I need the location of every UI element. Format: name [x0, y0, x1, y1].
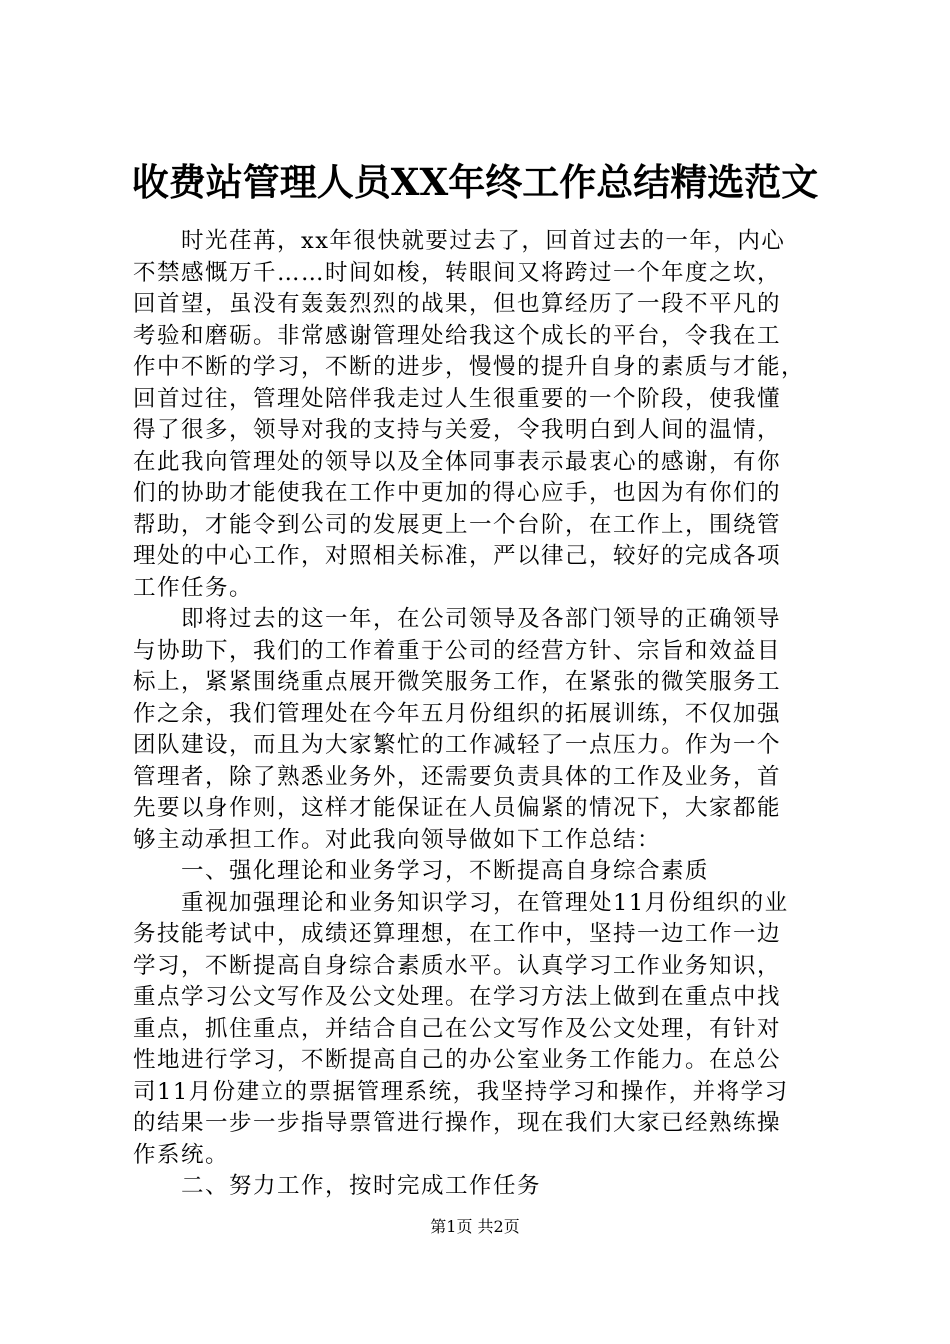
- paragraph-line: 的结果一步一步指导票管进行操作，现在我们大家已经熟练操: [133, 1110, 782, 1136]
- paragraph-line: 管理者，除了熟悉业务外，还需要负责具体的工作及业务，首: [133, 763, 782, 790]
- paragraph-line: 标上，紧紧围绕重点展开微笑服务工作，在紧张的微笑服务工: [133, 669, 782, 695]
- paragraph-line: 不禁感慨万千……时间如梭，转眼间又将跨过一个年度之坎，: [133, 259, 782, 286]
- paragraph-line: 时光荏苒，xx年很快就要过去了，回首过去的一年，内心: [181, 228, 786, 254]
- paragraph-line: 重点学习公文写作及公文处理。在学习方法上做到在重点中找: [133, 984, 782, 1010]
- paragraph-line: 理处的中心工作，对照相关标准，严以律己，较好的完成各项: [133, 543, 782, 569]
- paragraph-line: 们的协助才能使我在工作中更加的得心应手，也因为有你们的: [133, 480, 782, 506]
- paragraph-line: 回首望，虽没有轰轰烈烈的战果，但也算经历了一段不平凡的: [133, 291, 782, 317]
- paragraph-line: 作系统。: [133, 1141, 230, 1168]
- paragraph-line: 考验和磨砺。非常感谢管理处给我这个成长的平台，令我在工: [133, 322, 782, 349]
- paragraph-line: 学习，不断提高自身综合素质水平。认真学习工作业务知识，: [133, 952, 782, 979]
- paragraph-line: 重视加强理论和业务知识学习，在管理处11月份组织的业: [181, 889, 789, 916]
- paragraph-line: 先要以身作则，这样才能保证在人员偏紧的情况下，大家都能: [133, 795, 782, 821]
- paragraph-line: 得了很多，领导对我的支持与关爱，令我明白到人间的温情，: [133, 417, 782, 443]
- paragraph-line: 作之余，我们管理处在今年五月份组织的拓展训练，不仅加强: [133, 700, 782, 727]
- paragraph-line: 作中不断的学习，不断的进步，慢慢的提升自身的素质与才能，: [133, 354, 806, 380]
- paragraph-line: 性地进行学习，不断提高自己的办公室业务工作能力。在总公: [133, 1047, 782, 1073]
- section-heading: 一、强化理论和业务学习，不断提高自身综合素质: [181, 858, 710, 884]
- section-heading: 二、努力工作，按时完成工作任务: [181, 1173, 542, 1199]
- page-number-footer: 第1页 共2页: [430, 1217, 520, 1236]
- paragraph-line: 够主动承担工作。对此我向领导做如下工作总结：: [133, 826, 662, 853]
- paragraph-line: 在此我向管理处的领导以及全体同事表示最衷心的感谢，有你: [133, 448, 782, 475]
- document-title: 收费站管理人员XX年终工作总结精选范文: [131, 160, 819, 204]
- document-body: [133, 226, 833, 1203]
- paragraph-line: 务技能考试中，成绩还算理想，在工作中，坚持一边工作一边: [133, 921, 782, 947]
- paragraph-line: 团队建设，而且为大家繁忙的工作减轻了一点压力。作为一个: [133, 732, 782, 758]
- paragraph-line: 与协助下，我们的工作着重于公司的经营方针、宗旨和效益目: [133, 637, 782, 664]
- paragraph-line: 帮助，才能令到公司的发展更上一个台阶，在工作上，围绕管: [133, 511, 782, 538]
- paragraph-line: 重点，抓住重点，并结合自己在公文写作及公文处理，有针对: [133, 1015, 782, 1042]
- paragraph-line: 工作任务。: [133, 574, 254, 601]
- paragraph-line: 回首过往，管理处陪伴我走过人生很重要的一个阶段，使我懂: [133, 385, 782, 412]
- paragraph-line: 司11月份建立的票据管理系统，我坚持学习和操作，并将学习: [133, 1078, 789, 1105]
- paragraph-line: 即将过去的这一年，在公司领导及各部门领导的正确领导: [181, 606, 782, 632]
